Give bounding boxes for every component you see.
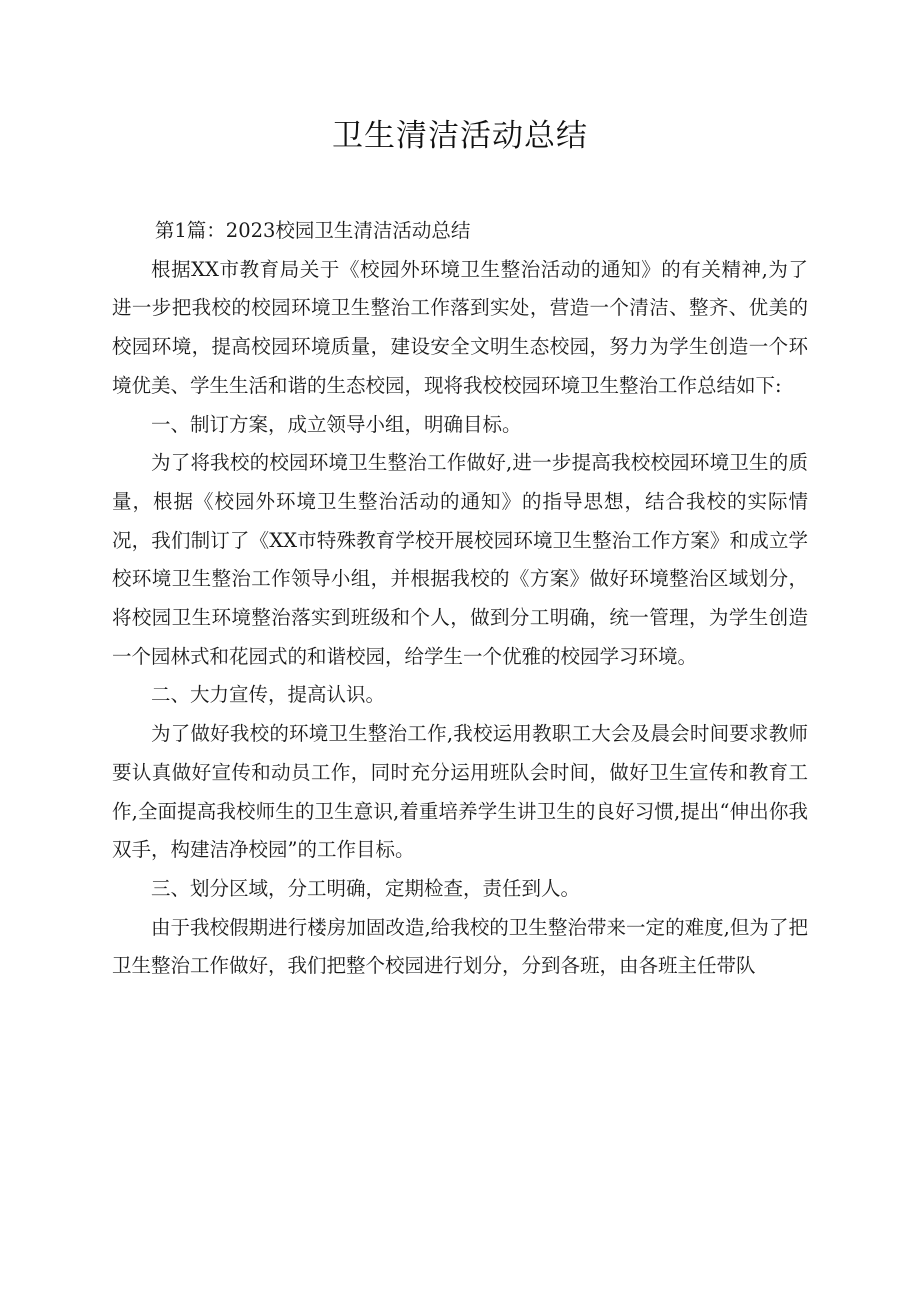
document-body [112,212,808,986]
document-title: 卫生清洁活动总结 [332,118,588,154]
section-3-paragraph: 由于我校假期进行楼房加固改造,给我校的卫生整治带来一定的难度,但为了把卫生整治工作做好，我们把整个校园进行划分，分到各班，由各班主任带队 [112,915,808,978]
section-heading-2: 二、大力宣传，提高认识。 [151,683,386,707]
section-2-paragraph: 为了做好我校的环境卫生整治工作,我校运用教职工大会及晨会时间要求教师要认真做好宣传和动员工作，同时充分运用班队会时间，做好卫生宣传和教育工作,全面提高我校师生的卫生意识,着重培养学生讲卫生的良好习惯,提出“伸出你我双手，构建洁净校园”的工作目标。 [112,722,808,862]
section-heading-3: 三、划分区域，分工明确，定期检查，责任到人。 [151,876,581,900]
section-heading-1: 一、制订方案，成立领导小组，明确目标。 [151,412,522,436]
section-heading-part-1: 第1篇：2023校园卫生清洁活动总结 [154,219,471,242]
intro-paragraph: 根据XX市教育局关于《校园外环境卫生整治活动的通知》的有关精神,为了进一步把我校的校园环境卫生整治工作落到实处，营造一个清洁、整齐、优美的校园环境，提高校园环境质量，建设安全文明生态校园，努力为学生创造一个环境优美、学生生活和谐的生态校园，现将我校校园环境卫生整治工作总结如下: [112,257,808,397]
section-1-paragraph: 为了将我校的校园环境卫生整治工作做好,进一步提高我校校园环境卫生的质量，根据《校园外环境卫生整治活动的通知》的指导思想，结合我校的实际情况，我们制订了《XX市特殊教育学校开展校园环境卫生整治工作方案》和成立学校环境卫生整治工作领导小组，并根据我校的《方案》做好环境整治区域划分，将校园卫生环境整治落实到班级和个人，做到分工明确，统一管理，为学生创造一个园林式和花园式的和谐校园，给学生一个优雅的校园学习环境。 [112,451,808,668]
